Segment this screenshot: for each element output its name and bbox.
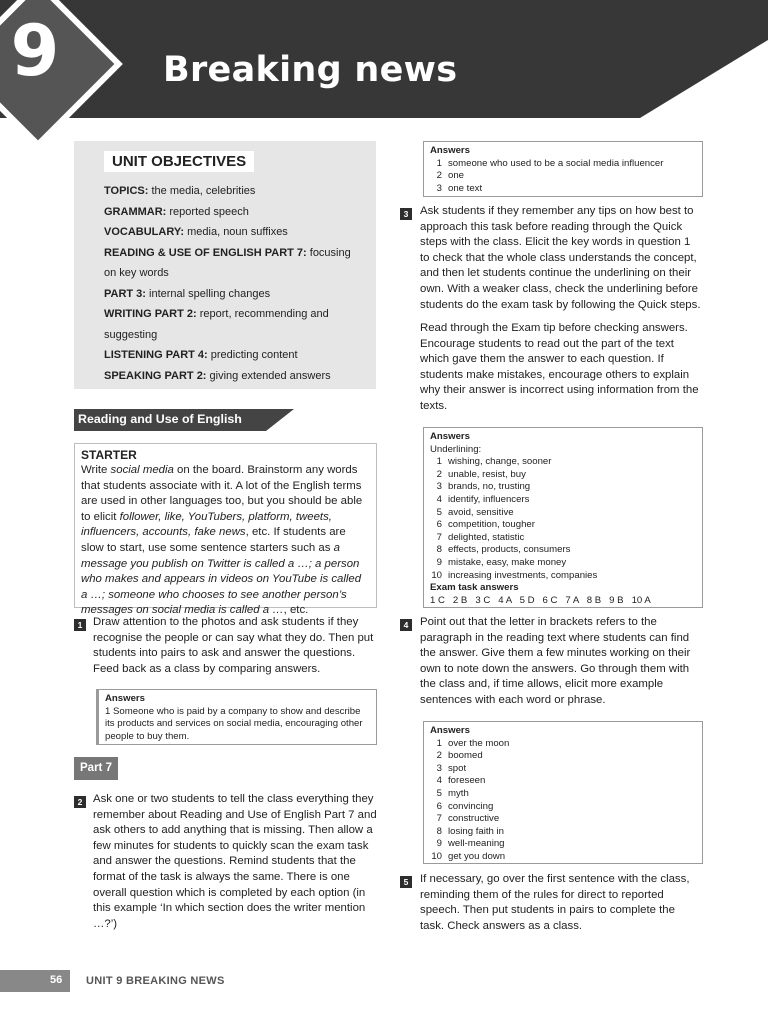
unit-objectives-list	[104, 181, 366, 386]
answer-row	[430, 494, 696, 507]
answer-row	[430, 813, 696, 826]
answers-box-4	[423, 721, 703, 864]
answer-text: identify, influencers	[448, 493, 530, 505]
objective-label: LISTENING PART 4:	[104, 349, 208, 361]
objective-text: media, noun suffixes	[184, 226, 288, 238]
answer-number: 10	[431, 569, 442, 581]
answer-row	[430, 469, 696, 482]
starter-segment: Write	[81, 464, 111, 476]
answer-text: effects, products, consumers	[448, 544, 571, 556]
objective-item	[104, 243, 366, 284]
objective-text: internal spelling changes	[145, 287, 271, 300]
answer-row	[430, 158, 696, 171]
starter-box	[74, 443, 377, 617]
answer-number: 7	[436, 531, 442, 543]
starter-text	[81, 463, 370, 619]
answer-row	[430, 801, 696, 814]
starter-segment: follower, like, YouTubers, platform, tweets, influencers, accounts, fake news	[81, 510, 332, 539]
objective-text: predicting content	[207, 349, 298, 361]
answer-text: avoid, sensitive	[448, 506, 514, 518]
answer-row	[430, 738, 696, 751]
answer-text: boomed	[448, 750, 483, 762]
answer-text: one text	[448, 182, 483, 194]
page-number: 56	[50, 974, 63, 986]
starter-segment: on the board. Brainstorm any words that students associate with it. A lot of the English terms are used in other languages too, but you should be able to elicit	[81, 464, 363, 523]
step-1-text: Draw attention to the photos and ask students if they recognise the people or can say what they do. Then put students into pairs to ask and answer the questions. Feed back as a class by comparing answers.	[93, 616, 374, 675]
step-number-5: 5	[400, 876, 412, 888]
step-3-text: Ask students if they remember any tips on how best to approach this task before reading through the Quick steps with the class. Elicit the key words in question 1 to check that the whole class understands the concept, and then let students continue the underlining on their own. With a weaker class, check the underlining before students do the exam task by following the Quick steps.	[420, 205, 701, 311]
answers-heading: Answers	[430, 145, 470, 156]
answer-number: 2	[436, 750, 442, 762]
answer-row	[430, 557, 696, 570]
section-title: Reading and Use of English	[78, 412, 242, 426]
answers-list	[430, 158, 696, 196]
answers-heading: Answers	[105, 693, 145, 704]
step-number-1: 1	[74, 619, 86, 631]
answers-box-1	[96, 689, 377, 745]
answer-row	[430, 183, 696, 196]
answer-number: 8	[436, 825, 442, 837]
step-number-3: 3	[400, 208, 412, 220]
objective-label: GRAMMAR:	[104, 205, 167, 218]
answer-row	[430, 507, 696, 520]
answer-row	[430, 570, 696, 583]
answers-text: 1 Someone who is paid by a company to show and describe its products and services on social media, encouraging other people to buy them.	[105, 705, 363, 742]
answer-row	[430, 838, 696, 851]
answer-number: 3	[436, 182, 442, 194]
answer-number: 9	[436, 838, 442, 850]
objective-label: WRITING PART 2:	[104, 308, 197, 320]
starter-heading: STARTER	[81, 448, 137, 462]
answer-number: 2	[436, 468, 442, 480]
answers-list	[430, 738, 696, 864]
objective-item	[104, 222, 366, 243]
objective-item	[104, 304, 366, 345]
answer-text: someone who used to be a social media influencer	[448, 157, 664, 169]
header-diagonal	[640, 40, 768, 118]
answers-box-3	[423, 427, 703, 608]
answer-row	[430, 519, 696, 532]
answer-row	[430, 763, 696, 776]
answer-text: losing faith in	[448, 825, 504, 837]
objective-label: READING & USE OF ENGLISH PART 7:	[104, 246, 307, 259]
answer-number: 8	[436, 544, 442, 556]
answer-text: mistake, easy, make money	[448, 556, 567, 568]
page-title: Breaking news	[163, 50, 458, 90]
answer-row	[430, 170, 696, 183]
objective-text: giving extended answers	[206, 369, 331, 382]
section-title-bar	[74, 409, 294, 431]
starter-segment: , etc. If students are slow to start, use some sentence starters such as	[81, 526, 346, 554]
step-2-text: Ask one or two students to tell the class everything they remember about Reading and Use of English Part 7 and ask others to add anything that is missing. Then allow a few minutes for students to quickly scan the exam task and answer the questions. Remind students that the format of the task is always the same. There is one overall question which is completed by each option (in this example ‘In which section does the writer mention …?’)	[93, 793, 377, 930]
starter-segment: a message you publish on Twitter is called a …; a person who makes and appears in videos on YouTube is called a …; someone who chooses to see another person’s messages on social media is called a …	[81, 541, 362, 617]
objective-item	[104, 284, 366, 305]
answer-number: 5	[436, 787, 442, 799]
answer-row	[430, 826, 696, 839]
answers-heading: Answers	[430, 725, 470, 736]
objective-text: report, recommending and suggesting	[104, 308, 329, 341]
answer-text: convincing	[448, 800, 494, 812]
answer-text: constructive	[448, 813, 500, 825]
footer-title: UNIT 9 BREAKING NEWS	[86, 975, 225, 987]
objective-label: PART 3:	[104, 287, 146, 300]
unit-objectives-heading: UNIT OBJECTIVES	[104, 151, 254, 172]
answer-text: wishing, change, sooner	[448, 456, 552, 468]
exam-task-answers: 1 C 2 B 3 C 4 A 5 D 6 C 7 A 8 B 9 B 10 A	[430, 594, 651, 606]
answer-row	[430, 851, 696, 864]
objective-text: reported speech	[166, 205, 249, 218]
objective-label: VOCABULARY:	[104, 226, 185, 238]
answer-row	[430, 456, 696, 469]
objective-text: the media, celebrities	[148, 185, 256, 197]
answer-number: 1	[436, 157, 442, 169]
answer-number: 4	[436, 493, 442, 505]
unit-objectives-panel	[74, 141, 376, 389]
step-number-2: 2	[74, 796, 86, 808]
step-number-4: 4	[400, 619, 412, 631]
answer-number: 9	[436, 556, 442, 568]
step-5-text: If necessary, go over the first sentence with the class, reminding them of the rules for direct to reported speech. Then put students in pairs to complete the task. Check answers as a class.	[420, 873, 690, 932]
answers-list	[430, 456, 696, 582]
step-3-text-2: Read through the Exam tip before checking answers. Encourage students to read out the part of the text which gave them the answer to each question. If students make mistakes, encourage others to explain why their answer is incorrect using information from the texts.	[420, 322, 699, 412]
answer-text: competition, tougher	[448, 519, 535, 531]
answer-number: 6	[436, 800, 442, 812]
answer-text: well-meaning	[448, 838, 505, 850]
answer-text: get you down	[448, 850, 506, 862]
answer-row	[430, 788, 696, 801]
answer-row	[430, 775, 696, 788]
starter-segment: , etc.	[283, 604, 309, 617]
answer-text: foreseen	[448, 775, 486, 787]
answers-heading: Answers	[430, 431, 470, 442]
answer-text: increasing investments, companies	[448, 569, 598, 581]
objective-label: TOPICS:	[104, 185, 149, 197]
unit-number: 9	[10, 10, 60, 92]
objective-text: focusing on key words	[104, 246, 351, 279]
answer-number: 1	[436, 737, 442, 749]
step-4-text: Point out that the letter in brackets refers to the paragraph in the reading text where students can find the answer. Give them a few minutes working on their own to note down the answers. Go through them with the class and, if time allows, elicit more example sentences with each word or phrase.	[420, 616, 691, 706]
answers-subheading: Underlining:	[430, 443, 482, 455]
answer-number: 2	[436, 170, 442, 182]
answer-row	[430, 532, 696, 545]
answer-row	[430, 750, 696, 763]
answer-row	[430, 544, 696, 557]
answer-text: myth	[448, 787, 469, 799]
answer-row	[430, 481, 696, 494]
answer-text: brands, no, trusting	[448, 481, 531, 493]
answer-number: 10	[431, 850, 442, 862]
objective-label: SPEAKING PART 2:	[104, 369, 207, 382]
answer-number: 6	[436, 519, 442, 531]
objective-item	[104, 345, 366, 366]
exam-task-heading: Exam task answers	[430, 582, 519, 594]
objective-item	[104, 202, 366, 223]
answer-text: delighted, statistic	[448, 531, 525, 543]
answer-text: one	[448, 170, 465, 182]
objective-item	[104, 366, 366, 387]
answer-number: 7	[436, 813, 442, 825]
unit-badge	[0, 0, 134, 150]
starter-segment: social media	[110, 464, 174, 476]
part-badge: Part 7	[74, 757, 118, 780]
answer-text: unable, resist, buy	[448, 468, 526, 480]
objective-item	[104, 181, 366, 202]
answer-number: 1	[436, 456, 442, 468]
answer-text: spot	[448, 762, 467, 774]
answer-number: 4	[436, 775, 442, 787]
answer-number: 5	[436, 506, 442, 518]
answer-number: 3	[436, 762, 442, 774]
answer-text: over the moon	[448, 737, 510, 749]
answer-number: 3	[436, 481, 442, 493]
answers-box-top	[423, 141, 703, 197]
